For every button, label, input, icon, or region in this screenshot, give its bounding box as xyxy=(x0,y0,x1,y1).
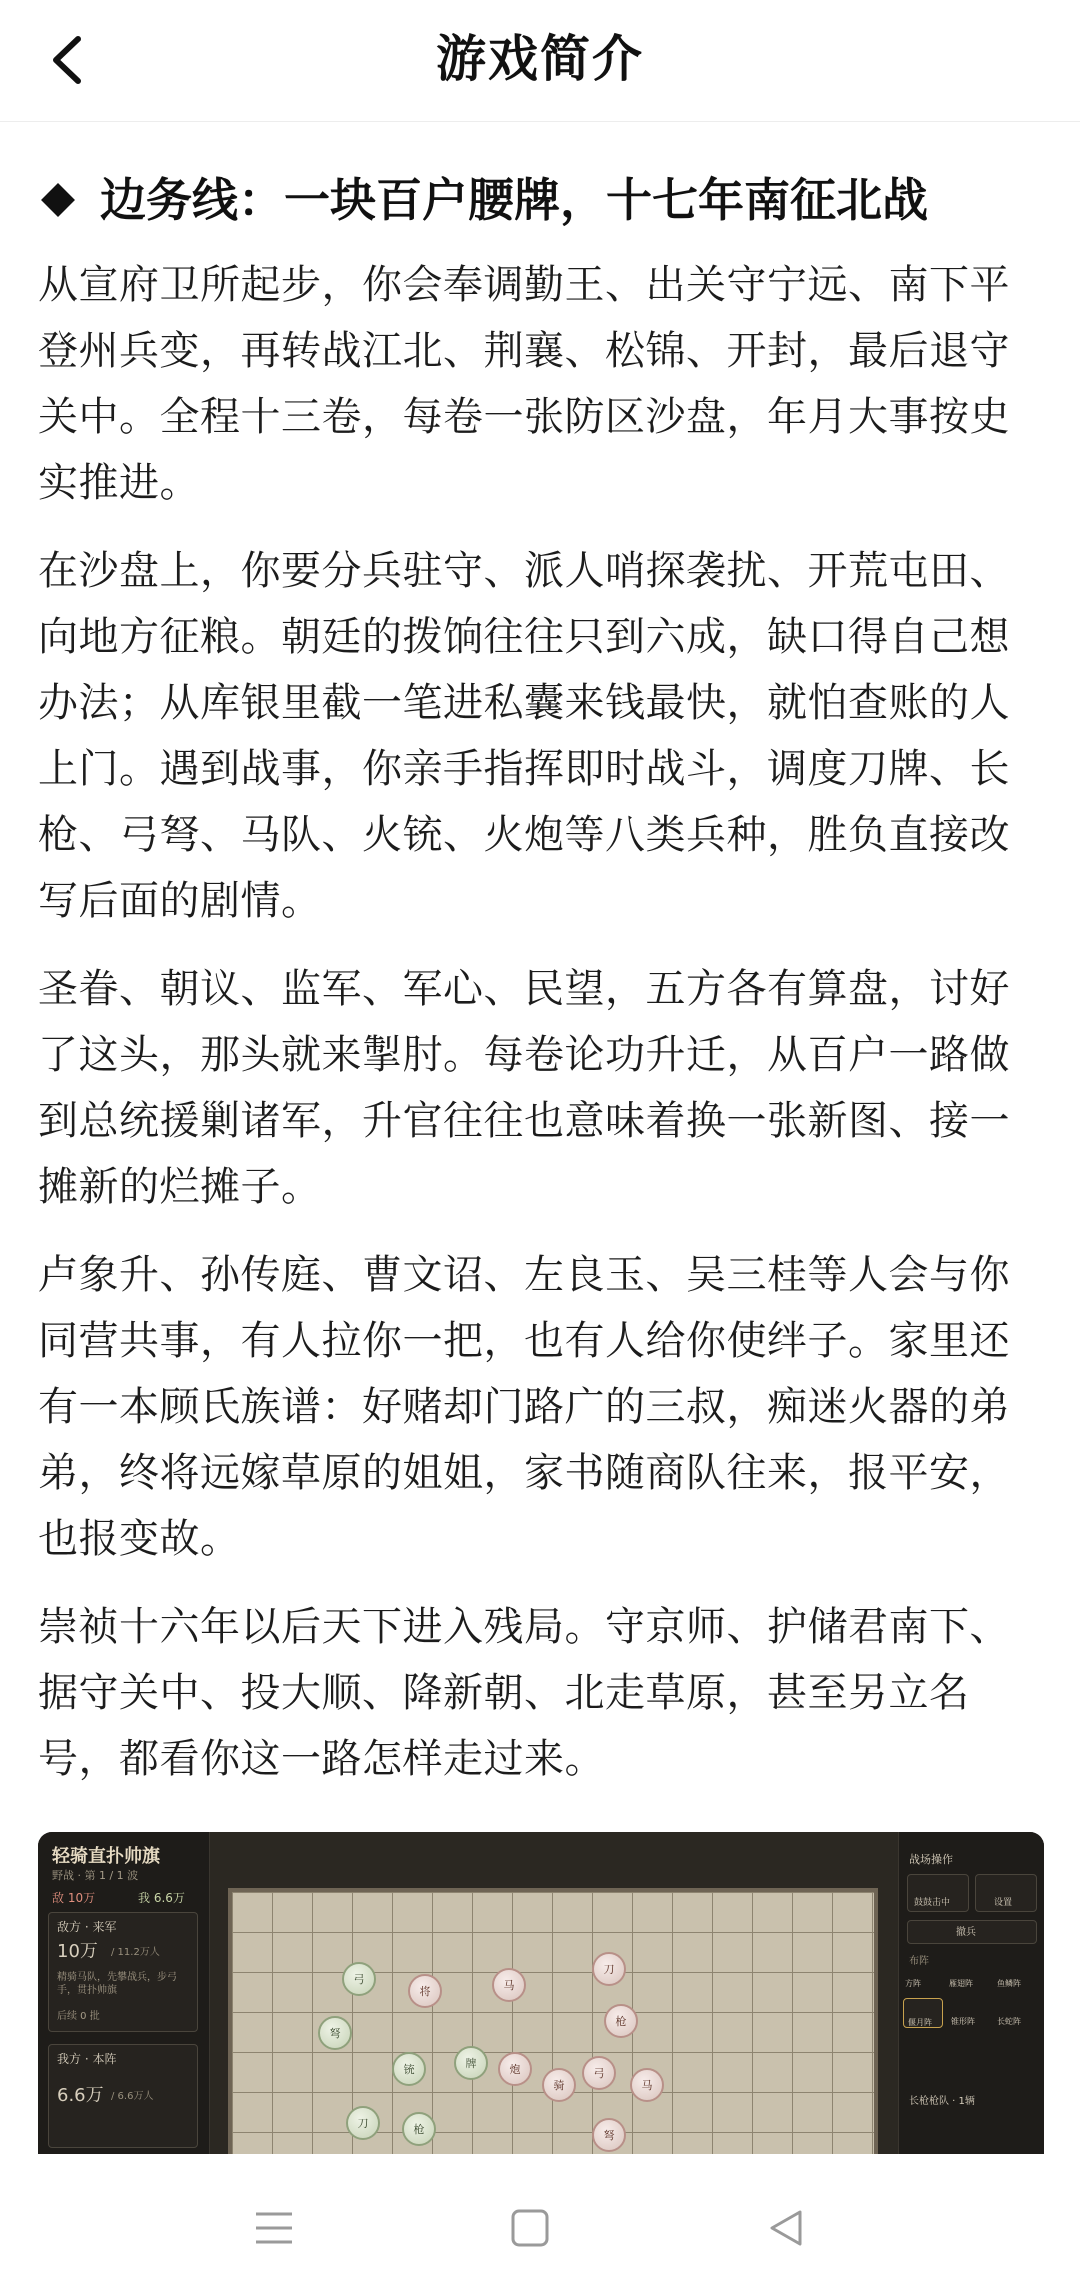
retreat-button xyxy=(907,1920,1037,1944)
formation-option: 方阵 xyxy=(905,1979,921,1988)
enemy-label: 敌方 · 来军 xyxy=(57,1920,117,1934)
diamond-bullet-icon xyxy=(41,183,75,217)
paragraph: 从宣府卫所起步，你会奉调勤王、出关守宁远、南下平登州兵变，再转战江北、荆襄、松锦、开封，最后退守关中。全程十三卷，每卷一张防区沙盘，年月大事按史实推进。 xyxy=(38,262,1010,506)
battle-title: 轻骑直扑帅旗 xyxy=(52,1846,160,1867)
paragraph: 圣眷、朝议、监军、军心、民望，五方各有算盘，讨好了这头，那头就来掣肘。每卷论功升迁，从百户一路做到总统援剿诸军，升官往往也意味着换一张新图、接一摊新的烂摊子。 xyxy=(38,966,1010,1210)
formation-selected xyxy=(903,1998,943,2028)
menu-icon xyxy=(254,2210,294,2246)
paragraph: 崇祯十六年以后天下进入残局。守京师、护储君南下、据守关中、投大顺、降新朝、北走草原，甚至另立名号，都看你这一路怎样走过来。 xyxy=(38,1604,1010,1782)
battle-control-panel xyxy=(898,1832,1044,2154)
unit-token: 枪 xyxy=(402,2112,436,2146)
unit-info: 长枪枪队 · 1辆 xyxy=(909,2096,975,2107)
top-bar xyxy=(0,0,1080,122)
formation-option: 长蛇阵 xyxy=(997,2017,1021,2026)
paragraph: 卢象升、孙传庭、曹文诏、左良玉、吴三桂等人会与你同营共事，有人拉你一把，也有人给你使绊子。家里还有一本顾氏族谱：好赌却门路广的三叔，痴迷火器的弟弟，终将远嫁草原的姐姐，家书随商队往来，报平安，也报变故。 xyxy=(38,1252,1010,1562)
panel-title: 战场操作 xyxy=(909,1853,953,1866)
enemy-note: 精骑马队，先攀战兵，步弓手，贯扑帅旗 xyxy=(57,1972,177,1996)
unit-token: 炮 xyxy=(498,2052,532,2086)
page-title: 游戏简介 xyxy=(436,30,644,88)
nav-back-button[interactable] xyxy=(756,2198,816,2258)
unit-token: 骑 xyxy=(542,2068,576,2102)
panel-button xyxy=(975,1874,1037,1912)
home-square-icon xyxy=(510,2208,550,2248)
enemy-count: 10万 xyxy=(57,1941,98,1962)
nav-home-button[interactable] xyxy=(500,2198,560,2258)
battle-subtitle: 野战 · 第 1 / 1 波 xyxy=(52,1869,139,1882)
system-nav-bar xyxy=(0,2154,1080,2292)
unit-token: 弓 xyxy=(582,2056,616,2090)
panel-button xyxy=(907,1874,969,1912)
unit-token: 铳 xyxy=(392,2052,426,2086)
unit-token: 将 xyxy=(408,1974,442,2008)
formation-option: 锥形阵 xyxy=(951,2017,975,2026)
ally-count: 6.6万 xyxy=(57,2085,104,2106)
unit-token: 刀 xyxy=(592,1952,626,1986)
battle-board xyxy=(228,1888,878,2154)
enemy-card xyxy=(48,1912,198,2032)
paragraph: 在沙盘上，你要分兵驻守、派人哨探袭扰、开荒屯田、向地方征粮。朝廷的拨饷往往只到六成，缺口得自己想办法；从库银里截一笔进私囊来钱最快，就怕查账的人上门。遇到战事，你亲手指挥即时战斗，调度刀牌、长枪、弓弩、马队、火铳、火炮等八类兵种，胜负直接改写后面的剧情。 xyxy=(38,548,1010,924)
ally-card xyxy=(48,2044,198,2148)
unit-token: 刀 xyxy=(346,2106,380,2140)
article-content xyxy=(38,160,1044,1814)
panel-button-label: 设置 xyxy=(994,1898,1013,1908)
unit-token: 弩 xyxy=(318,2016,352,2050)
enemy-count-sub: / 11.2万人 xyxy=(111,1947,160,1958)
unit-token: 马 xyxy=(492,1968,526,2002)
section-heading-text: 边务线：一块百户腰牌，十七年南征北战 xyxy=(100,173,928,227)
formation-option: 偃月阵 xyxy=(908,2018,932,2027)
ally-label: 我方 · 本阵 xyxy=(57,2052,117,2066)
enemy-total: 敌 10万 xyxy=(52,1891,96,1905)
unit-token: 马 xyxy=(630,2068,664,2102)
ally-total: 我 6.6万 xyxy=(138,1891,185,1905)
back-triangle-icon xyxy=(766,2208,806,2248)
section-heading xyxy=(38,160,1044,240)
enemy-remain: 后续 0 批 xyxy=(57,2011,100,2022)
retreat-label: 撤兵 xyxy=(956,1927,976,1938)
battle-info-panel xyxy=(38,1832,210,2154)
formation-option: 雁翅阵 xyxy=(949,1979,973,1988)
game-screenshot-image[interactable] xyxy=(38,1832,1044,2154)
nav-menu-button[interactable] xyxy=(244,2198,304,2258)
unit-token: 弓 xyxy=(342,1962,376,1996)
formation-option: 鱼鳞阵 xyxy=(997,1979,1021,1988)
unit-token: 弩 xyxy=(592,2118,626,2152)
ally-count-sub: / 6.6万人 xyxy=(111,2091,154,2102)
panel-button-label: 鼓鼓击中 xyxy=(914,1898,951,1908)
unit-token: 枪 xyxy=(604,2004,638,2038)
formation-label: 布阵 xyxy=(909,1956,929,1967)
unit-token: 牌 xyxy=(454,2046,488,2080)
